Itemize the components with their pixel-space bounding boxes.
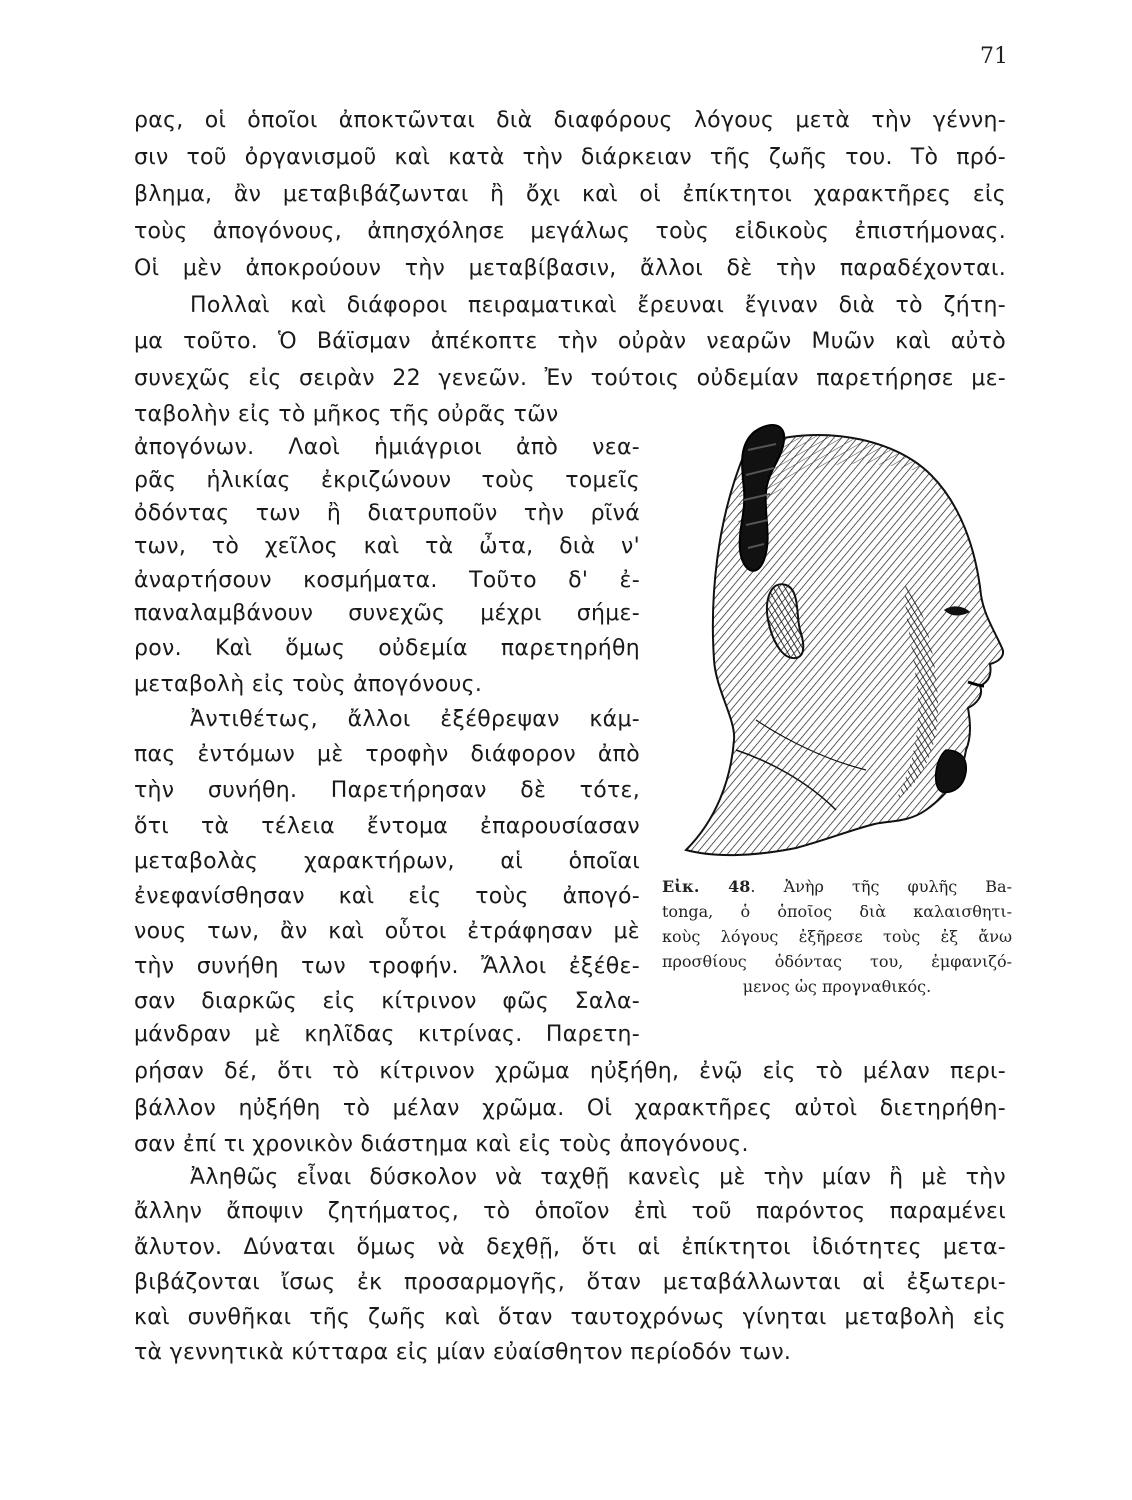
text-line: ρον. Καὶ ὅμως οὐδεμία παρετηρήθη [134,636,640,661]
text-line: βάλλον ηὐξήθη τὸ μέλαν χρῶμα. Οἱ χαρακτῆρες αὐτοὶ διετηρήθη- [134,1096,1006,1121]
text-line: σαν ἐπί τι χρονικὸν διάστημα καὶ εἰς τοὺς ἀπογόνους. [134,1132,749,1157]
text-line: Ἀντιθέτως, ἄλλοι ἐξέθρεψαν κάμ- [190,707,640,732]
text-line: ὅτι τὰ τέλεια ἔντομα ἐπαρουσίασαν [134,814,640,839]
text-line: μάνδραν μὲ κηλῖδας κιτρίνας. Παρετη- [134,1022,640,1047]
text-line: Ἀληθῶς εἶναι δύσκολον νὰ ταχθῇ κανεὶς μὲ τὴν μίαν ἢ μὲ τὴν [190,1165,1006,1190]
caption-line: μενος ὡς προγναθικός. [742,977,932,996]
text-line: τὰ γεννητικὰ κύτταρα εἰς μίαν εὐαίσθητον περίοδόν των. [134,1340,792,1365]
text-line: συνεχῶς εἰς σειρὰν 22 γενεῶν. Ἐν τούτοις οὐδεμίαν παρετήρησε με- [134,366,1006,391]
text-line: τοὺς ἀπογόνους, ἀπησχόλησε μεγάλως τοὺς εἰδικοὺς ἐπιστήμονας. [134,219,1006,244]
text-line: Οἱ μὲν ἀποκρούουν τὴν μεταβίβασιν, ἄλλοι δὲ τὴν παραδέχονται. [134,256,1006,281]
text-line: ρᾶς ἡλικίας ἐκριζώνουν τοὺς τομεῖς [134,468,640,493]
caption-line: προσθίους ὀδόντας του, ἐμφανιζό- [662,952,1012,971]
text-line: ἀπογόνων. Λαοὶ ἡμιάγριοι ἀπὸ νεα- [134,435,640,460]
beard [936,750,967,792]
text-line: των, τὸ χεῖλος καὶ τὰ ὦτα, διὰ ν' [134,534,640,559]
text-line: τὴν συνήθη. Παρετήρησαν δὲ τότε, [134,778,640,803]
caption-line [662,874,1012,899]
text-line: σιν τοῦ ὀργανισμοῦ καὶ κατὰ τὴν διάρκειαν τῆς ζωῆς του. Τὸ πρό- [134,145,1006,170]
page-number: 71 [980,44,1008,69]
text-line: ἐνεφανίσθησαν καὶ εἰς τοὺς ἀπογό- [134,884,640,909]
figure-caption [662,874,1012,999]
text-line: ρας, οἱ ὁποῖοι ἀποκτῶνται διὰ διαφόρους λόγους μετὰ τὴν γέννη- [134,108,1006,133]
text-line: ἄλλην ἄποψιν ζητήματος, τὸ ὁποῖον ἐπὶ τοῦ παρόντος παραμένει [134,1199,1006,1224]
text-line: βιβάζονται ἴσως ἐκ προσαρμογῆς, ὅταν μεταβάλλωνται αἱ ἐξωτερι- [134,1270,1006,1295]
text-line: ἀναρτήσουν κοσμήματα. Τοῦτο δ' ἐ- [134,568,640,593]
text-line: βλημα, ἂν μεταβιβάζωνται ἢ ὄχι καὶ οἱ ἐπίκτητοι χαρακτῆρες εἰς [134,182,1006,207]
caption-text: . Ἀνὴρ τῆς φυλῆς Ba- [750,877,1012,896]
figure-label: Εἰκ. 48 [662,877,751,896]
text-line: ἄλυτον. Δύναται ὅμως νὰ δεχθῇ, ὅτι αἱ ἐπίκτητοι ἰδιότητες μετα- [134,1235,1006,1260]
text-line: ὀδόντας των ἢ διατρυποῦν τὴν ρῖνά [134,501,640,526]
text-line: πας ἐντόμων μὲ τροφὴν διάφορον ἀπὸ [134,742,640,767]
text-line: παναλαμβάνουν συνεχῶς μέχρι σήμε- [134,601,640,626]
head-shape [686,435,1003,855]
text-line: μα τοῦτο. Ὁ Βάϊσμαν ἀπέκοπτε τὴν οὐρὰν νεαρῶν Μυῶν καὶ αὐτὸ [134,329,1006,354]
text-line: μεταβολὰς χαρακτήρων, αἱ ὁποῖαι [134,849,640,874]
man-profile-illustration [676,420,1016,860]
caption-line: κοὺς λόγους ἐξῆρεσε τοὺς ἐξ ἄνω [662,927,1012,946]
text-line: σαν διαρκῶς εἰς κίτρινον φῶς Σαλα- [134,989,640,1014]
text-line: καὶ συνθῆκαι τῆς ζωῆς καὶ ὅταν ταυτοχρόνως γίνηται μεταβολὴ εἰς [134,1305,1006,1330]
figure-portrait [676,420,1016,860]
text-line: ταβολὴν εἰς τὸ μῆκος τῆς οὐρᾶς τῶν [134,402,559,427]
caption-line: tonga, ὁ ὁποῖος διὰ καλαισθητι- [662,902,1012,921]
text-line: μεταβολὴ εἰς τοὺς ἀπογόνους. [134,672,483,697]
text-line: ρήσαν δέ, ὅτι τὸ κίτρινον χρῶμα ηὐξήθη, ἐνῷ εἰς τὸ μέλαν περι- [134,1059,1006,1084]
text-line: Πολλαὶ καὶ διάφοροι πειραματικαὶ ἔρευναι ἔγιναν διὰ τὸ ζήτη- [190,293,1006,318]
text-line: νους των, ἂν καὶ οὗτοι ἐτράφησαν μὲ [134,919,640,944]
text-line: τὴν συνήθη των τροφήν. Ἄλλοι ἐξέθε- [134,954,640,979]
